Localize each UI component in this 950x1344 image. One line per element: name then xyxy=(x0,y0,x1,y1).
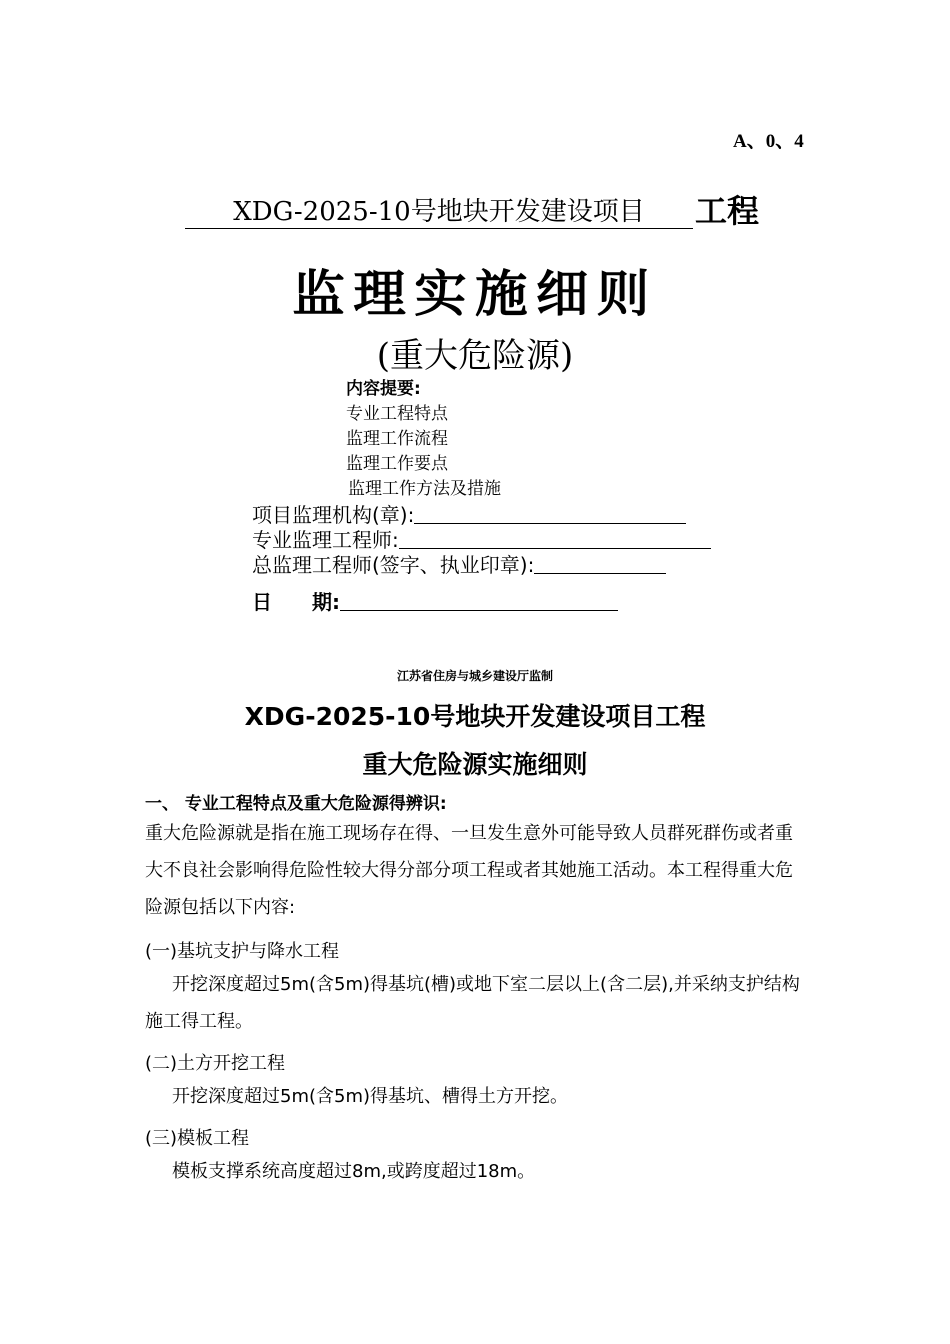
sign-chief-label: 总监理工程师(签字、执业印章): xyxy=(252,553,535,577)
sign-engineer-label: 专业监理工程师: xyxy=(252,528,399,552)
intro-paragraph: 重大危险源就是指在施工现场存在得、一旦发生意外可能导致人员群死群伤或者重大不良社会影响得危险性较大得分部分项工程或者其她施工活动。本工程得重大危险源包括以下内容: xyxy=(145,823,793,918)
item3-title: (三)模板工程 xyxy=(145,1128,250,1149)
cover-project-title xyxy=(185,190,770,234)
toc-heading: 内容提要: xyxy=(346,379,421,399)
project-suffix: 工程 xyxy=(695,192,760,230)
sign-org-label: 项目监理机构(章): xyxy=(252,503,415,527)
item1-text: 开挖深度超过5m(含5m)得基坑(槽)或地下室二层以上(含二层),并采纳支护结构施工得工程。 xyxy=(145,974,800,1032)
contents-summary xyxy=(346,377,501,502)
item1-title: (一)基坑支护与降水工程 xyxy=(145,941,340,962)
toc-item: 监理工作方法及措施 xyxy=(348,479,501,499)
sign-date-row xyxy=(252,586,618,615)
item2-text: 开挖深度超过5m(含5m)得基坑、槽得土方开挖。 xyxy=(172,1086,569,1107)
document-code: A、0、4 xyxy=(733,131,804,152)
sign-org-line[interactable] xyxy=(414,505,686,524)
item2-title: (二)土方开挖工程 xyxy=(145,1053,286,1074)
toc-item: 专业工程特点 xyxy=(346,404,448,424)
subtitle: (重大危险源) xyxy=(376,336,574,376)
supervised-by: 江苏省住房与城乡建设厅监制 xyxy=(396,669,553,683)
body-heading-1: XDG-2025-10号地块开发建设项目工程 xyxy=(244,702,706,731)
sign-date-line[interactable] xyxy=(340,592,618,611)
sign-chief-line[interactable] xyxy=(534,555,666,574)
body-heading-2: 重大危险源实施细则 xyxy=(362,750,588,779)
sign-engineer-line[interactable] xyxy=(399,530,711,549)
project-name-underline xyxy=(185,228,693,229)
section-heading: 一、 专业工程特点及重大危险源得辨识: xyxy=(145,794,447,814)
toc-item: 监理工作流程 xyxy=(346,429,448,449)
project-name: XDG-2025-10号地块开发建设项目 xyxy=(233,197,645,227)
toc-item: 监理工作要点 xyxy=(346,454,448,474)
sign-chief-row xyxy=(252,549,666,578)
item3-text: 模板支撑系统高度超过8m,或跨度超过18m。 xyxy=(172,1161,536,1182)
main-title: 监理实施细则 xyxy=(292,265,658,323)
sign-date-label: 日 期: xyxy=(252,590,340,614)
